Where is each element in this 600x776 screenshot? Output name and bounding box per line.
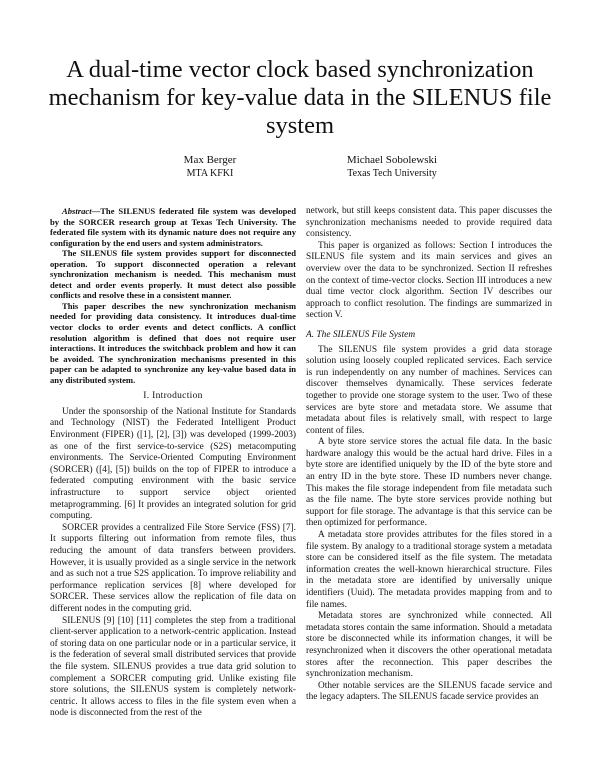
abstract xyxy=(50,206,296,385)
author-block-2 xyxy=(292,153,492,181)
body-paragraph: SILENUS [9] [10] [11] completes the step from a traditional client-server application to a network-centric application. Instead of storing data on one particular node or in a particular service, it is the federation of several small distributed services that provide the file system. SILENUS provides a true data grid solution to complement a SORCER computing grid. Unlike existing file store solutions, the SILENUS system is completely network-centric. It allows access to files in the file system even when a node is disconnected from the rest of the xyxy=(50,615,296,719)
abstract-paragraph: Abstract—The SILENUS federated file system was developed by the SORCER research group at Texas Tech University. The federated file system with its dynamic nature does not require any configuration by the end users and system administrators. xyxy=(50,206,296,248)
section-heading: I. Introduction xyxy=(143,391,203,402)
body-paragraph: Metadata stores are synchronized while connected. All metadata stores contain the same information. Should a metadata store be disconnected while its information changes, it will be resynchronized when it discovers the other operational metadata stores after the reconnection. This paper describes the synchronization mechanism. xyxy=(306,611,552,680)
author-block-1 xyxy=(110,153,310,181)
body-paragraph: A byte store service stores the actual file data. In the basic hardware analogy this would be the actual hard drive. Files in a byte store are identified uniquely by the ID of the byte store and an entry ID in the byte store. These ID numbers never change. This makes the file storage independent from file metadata such as the file name. The byte store services provide nothing but support for file storage. The advantage is that this service can be then optimized for performance. xyxy=(306,437,552,529)
author-affiliation: Texas Tech University xyxy=(347,168,437,179)
author-name: Max Berger xyxy=(183,154,237,166)
left-column xyxy=(50,206,296,720)
abstract-paragraph: The SILENUS file system provides support for disconnected operation. To support disconnected operation a relevant synchronization mechanism is needed. This mechanism must detect and order events properly. It must detect also possible conflicts and resolve these in a consistent manner. xyxy=(50,248,296,301)
body-paragraph: Under the sponsorship of the National Institute for Standards and Technology (NIST) the Federated Intelligent Product Environment (FIPER) ([1], [2], [3]) was developed (1999-2003) as one of the first service-to-service (S2S) metacomputing environments. The Service-Oriented Computing Environment (SORCER) ([4], [5]) builds on the top of FIPER to introduce a federated computing environment with the basic service infrastructure to support service object oriented metaprogramming. [6] It provides an integrated solution for grid computing. xyxy=(50,406,296,522)
body-paragraph: A metadata store provides attributes for the files stored in a file system. By analogy to a traditional storage system a metadata store can be considered itself as the file system. The metadata information creates the well-known hierarchical structure. Files in the metadata store are identified by universally unique identifiers (Uuid). The metadata provides mapping from and to file names. xyxy=(306,530,552,610)
body-paragraph: The SILENUS file system provides a grid data storage solution using loosely coupled replicated services. Each service is run independently on any number of machines. Services can discover themselves dynamically. These services federate together to provide one storage system to the user. Two of these services are byte store and metadata store. We assume that metadata about files is relatively small, with respect to large content of files. xyxy=(306,344,552,436)
body-paragraph: Other notable services are the SILENUS facade service and the legacy adapters. The SILENUS facade service provides an xyxy=(306,680,552,703)
right-column xyxy=(306,206,552,704)
abstract-lead: Abstract xyxy=(62,206,92,216)
paper-title: A dual-time vector clock based synchronization mechanism for key-value data in the SILENUS file system xyxy=(48,56,552,139)
body-paragraph: This paper is organized as follows: Section I introduces the SILENUS file system and its main services and gives an overview over the data to be synchronized. Section II refreshes on the context of time-vector clocks. Section III introduces a new dual time vector clock algorithm. Section IV describes our approach to conflict resolution. The findings are summarized in section V. xyxy=(306,240,552,321)
author-name: Michael Sobolewski xyxy=(346,154,438,166)
body-paragraph: SORCER provides a centralized File Store Service (FSS) [7]. It supports filtering out information from remote files, thus reducing the amount of data transfers between providers. However, it is usually provided as a single service in the network and as such not a true S2S application. To improve reliability and performance replication services [8] where developed for SORCER. These services allow the replication of file data on different nodes in the computing grid. xyxy=(50,522,296,614)
body-paragraph: network, but still keeps consistent data. This paper discusses the synchronization mechanisms needed to provide required data consistency. xyxy=(306,206,552,240)
abstract-paragraph: This paper describes the new synchronization mechanism needed for providing data consistency. It introduces dual-time vector clocks to order events and detect conflicts. A conflict resolution algorithm is defined that does not require user interactions. It introduces the switchback problem and how it can be avoided. The synchronization mechanisms presented in this paper can be adapted to synchronize any key-value based data in any distributed system. xyxy=(50,300,296,385)
author-affiliation: MTA KFKI xyxy=(186,168,234,179)
subsection-heading: A. The SILENUS File System xyxy=(306,329,416,340)
